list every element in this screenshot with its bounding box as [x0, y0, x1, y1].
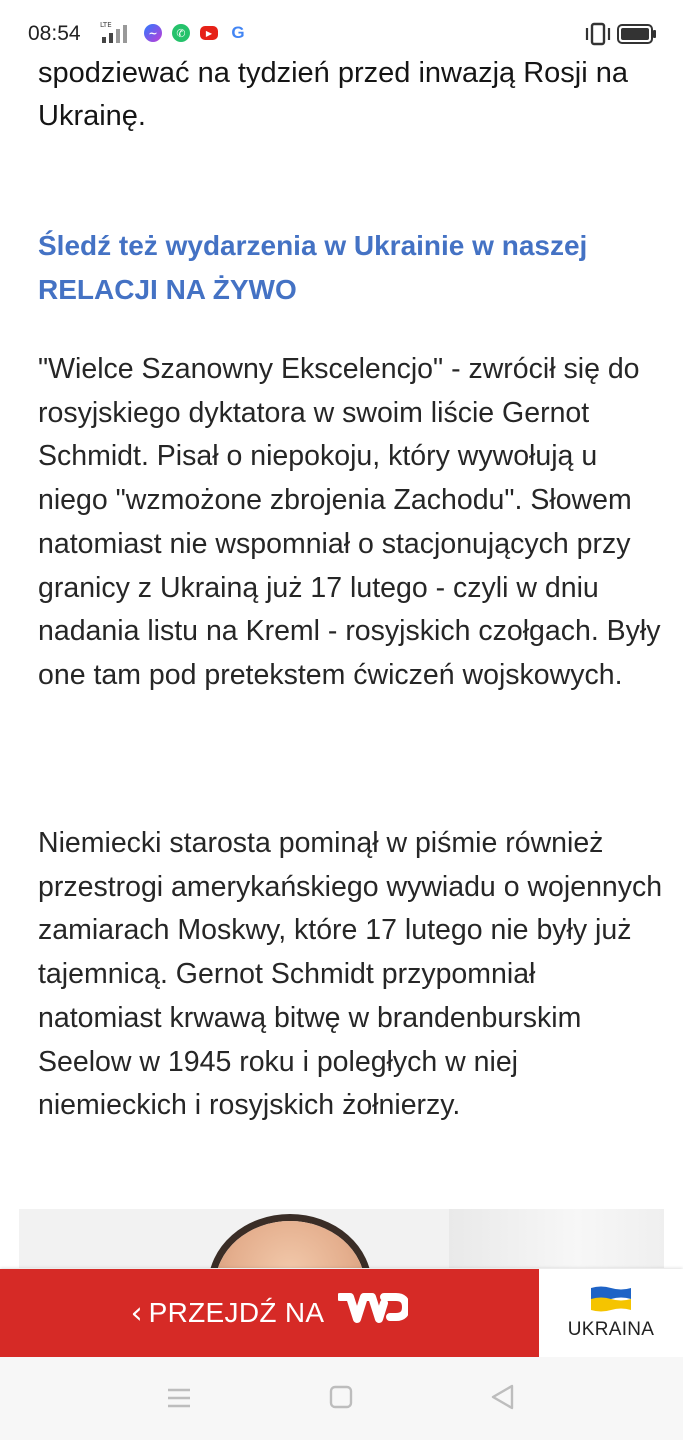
- ukraina-section-button[interactable]: [539, 1269, 683, 1357]
- messenger-icon: ~: [144, 24, 162, 42]
- network-type: LTE: [100, 21, 112, 29]
- back-icon[interactable]: [486, 1383, 520, 1413]
- chevron-left-icon: ‹: [130, 1295, 143, 1331]
- ukraine-flag-icon: [591, 1285, 631, 1313]
- article-photo[interactable]: [19, 1209, 664, 1268]
- whatsapp-icon: ✆: [172, 24, 190, 42]
- photo-subject: [215, 1221, 365, 1268]
- google-icon: G: [229, 24, 247, 42]
- home-icon[interactable]: [324, 1383, 358, 1413]
- lte-signal-icon: [100, 20, 134, 46]
- wp-logo-icon: [338, 1291, 408, 1335]
- ukraina-label: UKRAINA: [567, 1319, 655, 1340]
- system-navigation-bar: [0, 1357, 683, 1440]
- go-to-wp-button[interactable]: [0, 1269, 539, 1357]
- promo-banner: [0, 1269, 683, 1357]
- recent-apps-icon[interactable]: [162, 1383, 196, 1413]
- clock: 08:54: [28, 22, 81, 45]
- go-to-wp-label: PRZEJDŹ NA: [148, 1297, 325, 1328]
- article-paragraph: Niemiecki starosta pominął w piśmie również przestrogi amerykańskiego wywiadu o wojennych zamiarach Moskwy, które 17 lutego nie były już tajemnicą. Gernot Schmidt przypomniał natomiast krwawą bitwę w brandenburskim Seelow w 1945 roku i poległych w niej niemieckich i rosyjskich żołnierzy.: [38, 827, 663, 1122]
- article-paragraph: "Wielce Szanowny Ekscelencjo" - zwrócił się do rosyjskiego dyktatora w swoim liście Gernot Schmidt. Pisał o niepokoju, który wywołują u niego "wzmożone zbrojenia Zachodu". Słowem natomiast nie wspomniał o stacjonujących przy granicy z Ukrainą już 17 lutego - czyli w dniu nadania listu na Kreml - rosyjskich czołgach. Były one tam pod pretekstem ćwiczeń wojskowych.: [38, 353, 661, 691]
- battery-icon: [617, 24, 657, 44]
- article-body: [0, 48, 683, 1268]
- vibrate-icon: [584, 22, 612, 46]
- article-lead-text: spodziewać na tydzień przed inwazją Rosji na Ukrainę.: [38, 57, 628, 132]
- youtube-icon: ▶: [200, 26, 218, 40]
- live-coverage-link[interactable]: Śledź też wydarzenia w Ukrainie w naszej RELACJI NA ŻYWO: [38, 230, 588, 305]
- photo-background: [449, 1209, 664, 1268]
